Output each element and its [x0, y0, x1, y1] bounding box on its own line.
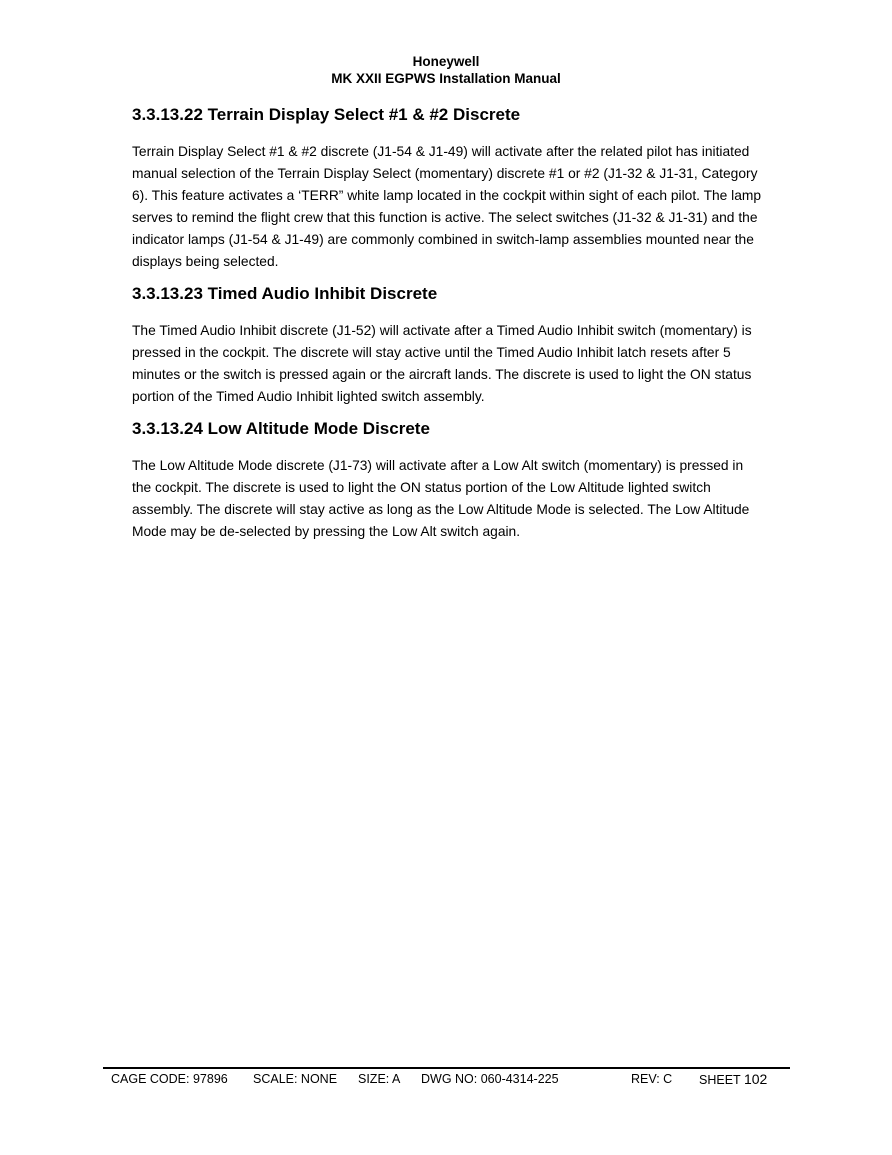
footer-size: SIZE: A: [358, 1072, 401, 1086]
section-body: The Timed Audio Inhibit discrete (J1-52) will activate after a Timed Audio Inhibit switch (momentary) is pressed in the cockpit. The discrete will stay active until the Timed Audio Inhibit latch resets after 5 minutes or the switch is pressed again or the aircraft lands. The discrete is used to light the ON status portion of the Timed Audio Inhibit lighted switch assembly.: [132, 323, 752, 404]
section-heading: 3.3.13.23 Timed Audio Inhibit Discrete: [132, 284, 438, 303]
footer-scale: SCALE: NONE: [253, 1072, 338, 1086]
section-heading: 3.3.13.22 Terrain Display Select #1 & #2 Discrete: [132, 105, 521, 124]
footer-sheet-label: SHEET: [699, 1073, 741, 1087]
section-low-altitude-mode: [132, 418, 762, 543]
footer-sheet-number: 102: [743, 1071, 768, 1087]
section-timed-audio-inhibit: [132, 283, 762, 408]
section-heading: 3.3.13.24 Low Altitude Mode Discrete: [132, 419, 430, 438]
header-company: Honeywell: [412, 54, 480, 69]
footer-rev: REV: C: [631, 1072, 673, 1086]
section-terrain-display-select: [132, 104, 762, 273]
section-body: The Low Altitude Mode discrete (J1-73) will activate after a Low Alt switch (momentary) is pressed in the cockpit. The discrete is used to light the ON status portion of the Low Altitude lighted switch assembly. The discrete will stay active as long as the Low Altitude Mode is selected. The Low Altitude Mode may be de-selected by pressing the Low Alt switch again.: [132, 458, 750, 539]
header-title: MK XXII EGPWS Installation Manual: [331, 71, 561, 86]
section-body: Terrain Display Select #1 & #2 discrete (J1-54 & J1-49) will activate after the related pilot has initiated manual selection of the Terrain Display Select (momentary) discrete #1 or #2 (J1-32 & J1-31, Category 6). This feature activates a ‘TERR” white lamp located in the cockpit within sight of each pilot. The lamp serves to remind the flight crew that this function is active. The select switches (J1-32 & J1-31) and the indicator lamps (J1-54 & J1-49) are commonly combined in switch-lamp assemblies mounted near the displays being selected.: [132, 144, 762, 269]
footer-sheet: [699, 1071, 767, 1088]
footer-cage-code: CAGE CODE: 97896: [111, 1072, 228, 1086]
footer-dwg-no: DWG NO: 060-4314-225: [421, 1072, 559, 1086]
page-header: [0, 53, 892, 87]
footer-divider: [103, 1067, 790, 1069]
document-content: [132, 104, 762, 553]
